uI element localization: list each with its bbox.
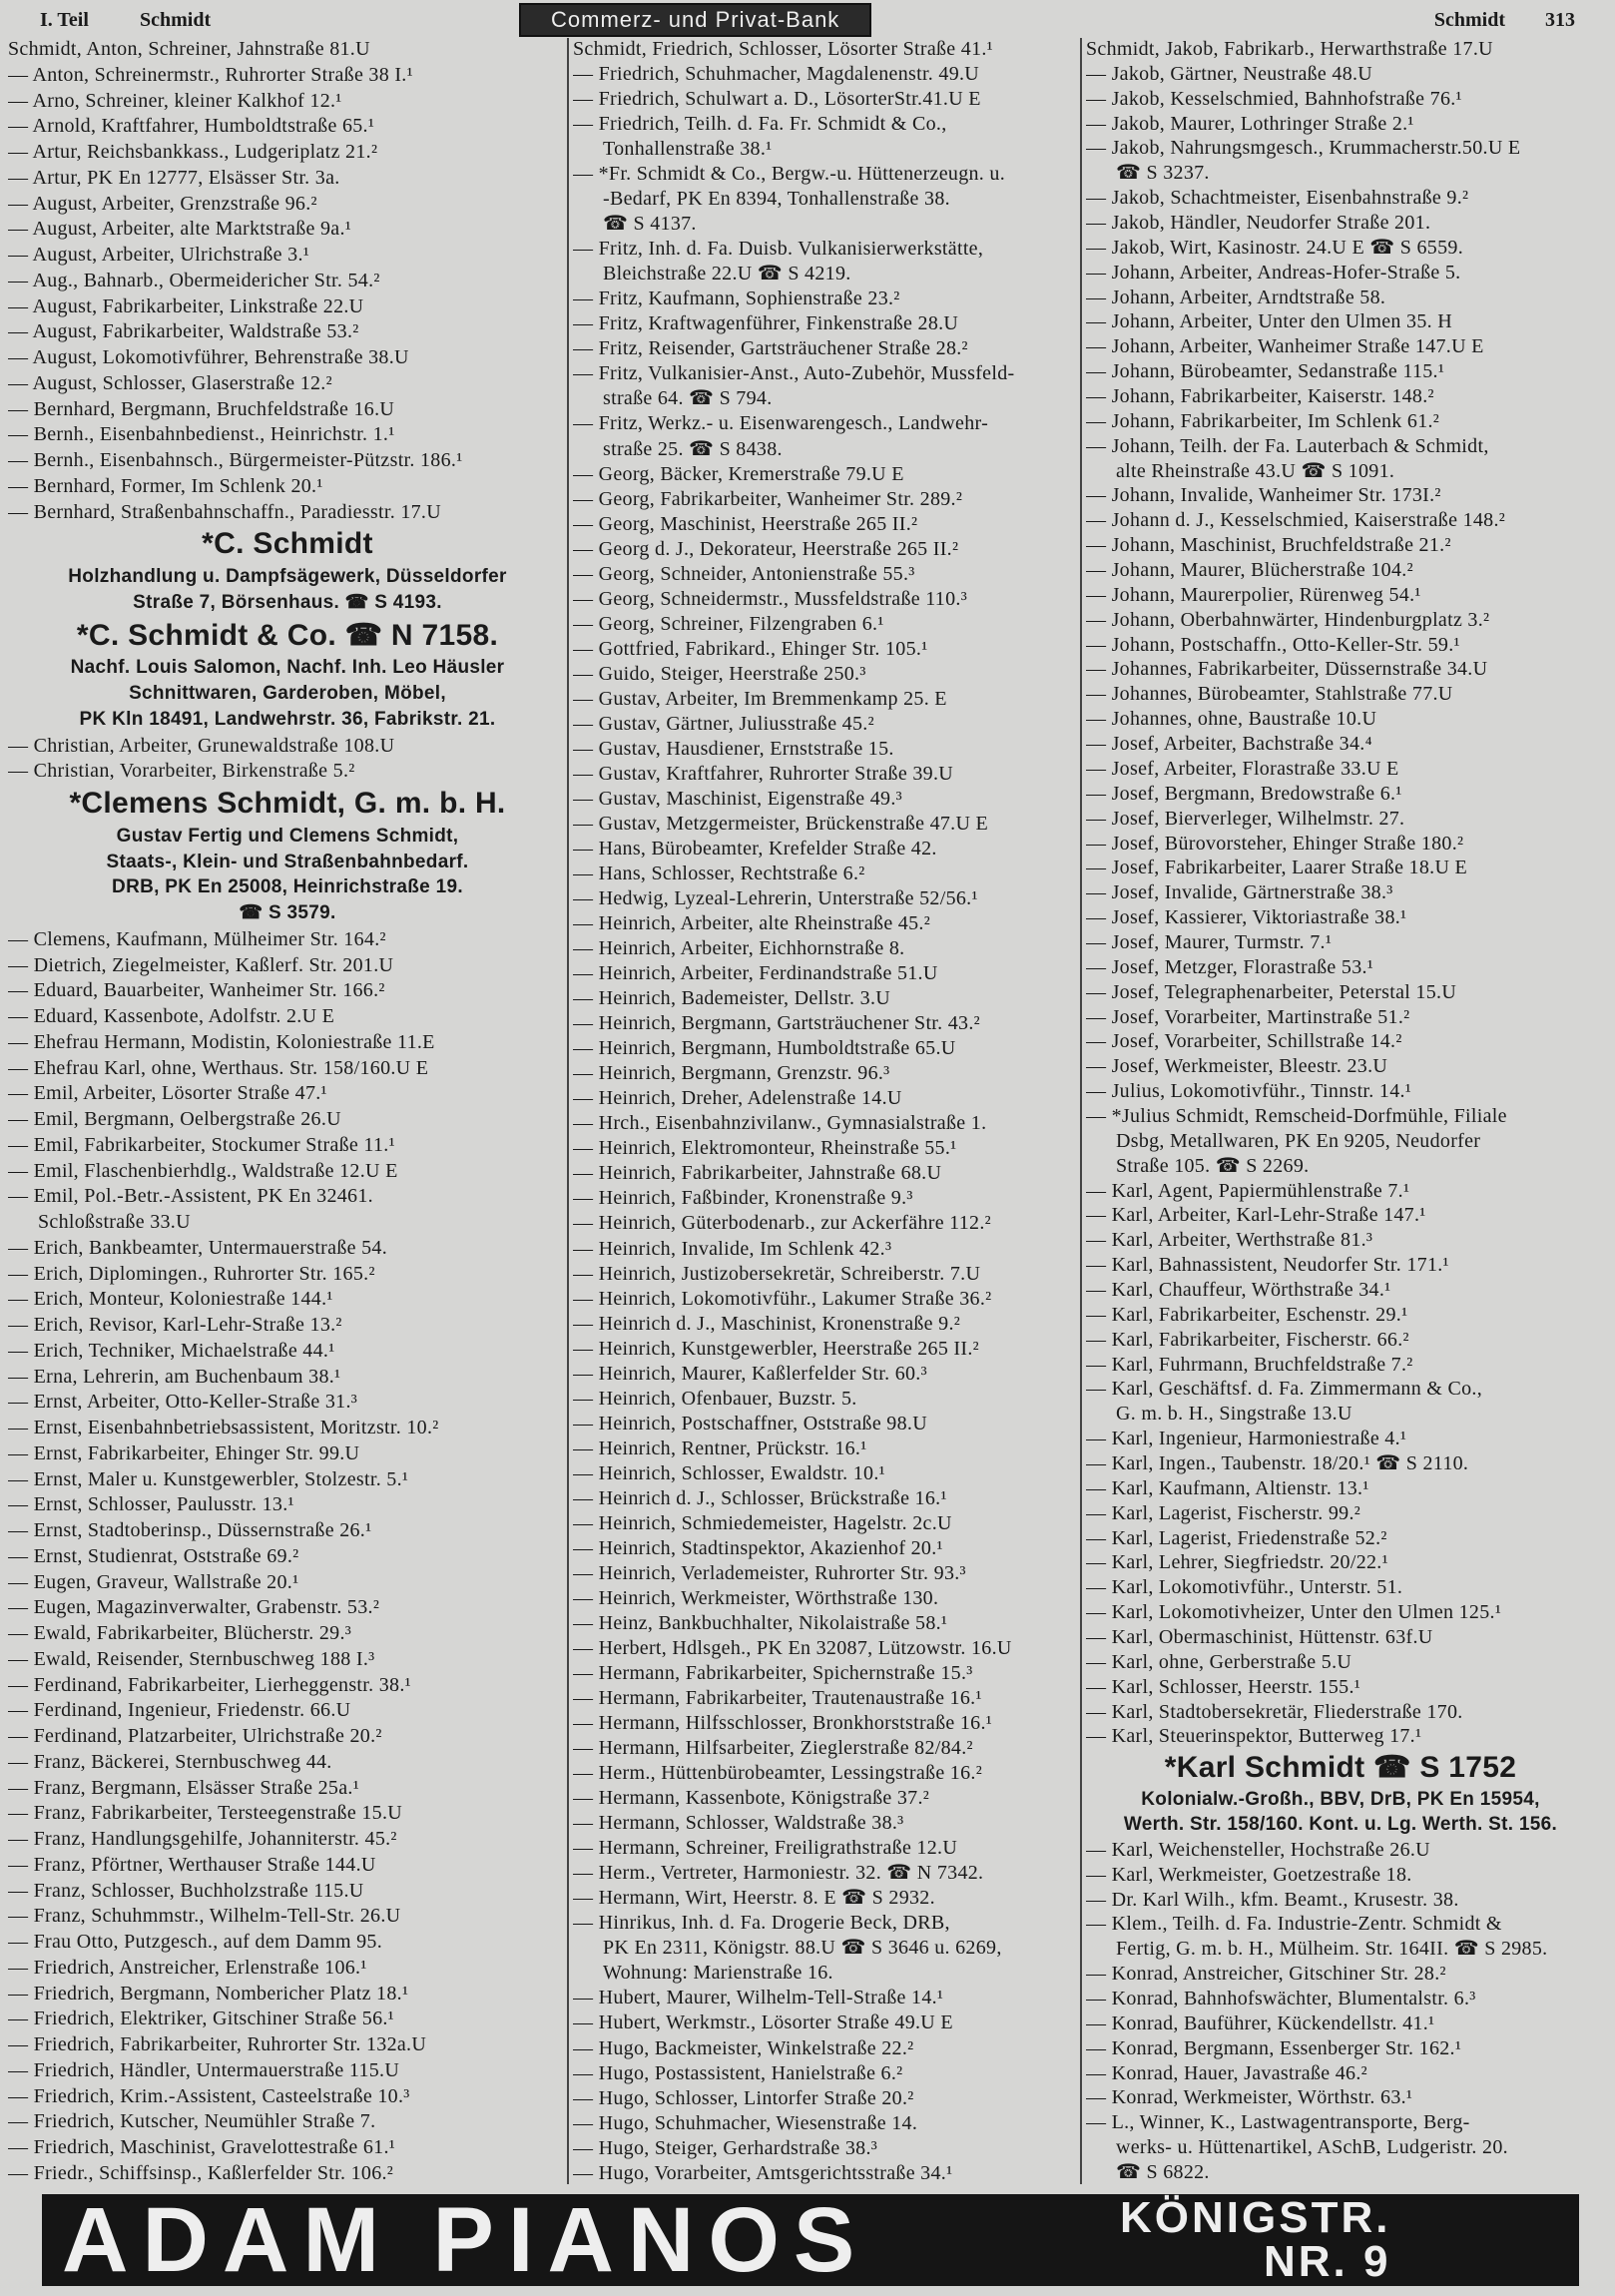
directory-entry: — Karl, Lagerist, Friedenstraße 52.² <box>1086 1526 1387 1549</box>
directory-entry: — Karl, Lehrer, Siegfriedstr. 20/22.¹ <box>1086 1551 1388 1574</box>
entry-heading: *C. Schmidt <box>202 527 373 561</box>
directory-entry: — Karl, Fabrikarbeiter, Fischerstr. 66.² <box>1086 1328 1409 1351</box>
directory-entry: — Josef, Arbeiter, Florastraße 33.U E <box>1086 757 1399 780</box>
directory-entry: — Heinrich, Bergmann, Humboldtstraße 65.U <box>573 1037 956 1060</box>
directory-entry: — Georg, Schreiner, Filzengraben 6.¹ <box>573 612 884 635</box>
directory-entry: — Dr. Karl Wilh., kfm. Beamt., Krusestr. 38. <box>1086 1888 1459 1911</box>
directory-entry: — Hubert, Maurer, Wilhelm-Tell-Straße 14.¹ <box>573 1987 944 2009</box>
running-head-right: Schmidt <box>1433 8 1505 31</box>
directory-entry: — Bernh., Eisenbahnbedienst., Heinrichstr. 1.¹ <box>8 423 395 446</box>
directory-entry: — Konrad, Bergmann, Essenberger Str. 162.¹ <box>1086 2036 1462 2059</box>
directory-entry: — Fritz, Kraftwagenführer, Finkenstraße 28.U <box>573 312 959 335</box>
directory-entry: — Hrch., Eisenbahnzivilanw., Gymnasialstraße 1. <box>573 1112 987 1135</box>
entry-continuation: Wohnung: Marienstraße 16. <box>603 1962 833 1985</box>
directory-entry: — Konrad, Hauer, Javastraße 46.² <box>1086 2061 1367 2084</box>
directory-entry: — Ernst, Studienrat, Oststraße 69.² <box>8 1544 299 1567</box>
directory-entry: — Heinrich, Bergmann, Gartsträuchener Str. 43.² <box>573 1012 980 1035</box>
directory-entry: — Jakob, Gärtner, Neustraße 48.U <box>1086 62 1373 85</box>
directory-entry: — Josef, Arbeiter, Bachstraße 34.⁴ <box>1086 733 1372 756</box>
directory-entry: — Guido, Steiger, Heerstraße 250.³ <box>573 662 866 685</box>
directory-entry: — Karl, Ingen., Taubenstr. 18/20.¹ ☎ S 2110. <box>1086 1451 1469 1474</box>
directory-entry: — Eduard, Kassenbote, Adolfstr. 2.U E <box>8 1005 335 1027</box>
entry-continuation: Nachf. Louis Salomon, Nachf. Inh. Leo Häusler <box>70 657 505 679</box>
entry-continuation: DRB, PK En 25008, Heinrichstraße 19. <box>112 876 463 898</box>
directory-entry: — Hinrikus, Inh. d. Fa. Drogerie Beck, DRB, <box>573 1912 950 1935</box>
directory-entry: — Ernst, Schlosser, Paulusstr. 13.¹ <box>8 1493 294 1516</box>
piano-advertisement <box>42 2189 1579 2291</box>
directory-entry: — Johannes, ohne, Baustraße 10.U <box>1086 708 1377 731</box>
directory-entry: — Heinrich, Bergmann, Grenzstr. 96.³ <box>573 1062 890 1085</box>
directory-entry: — Karl, Werkmeister, Goetzestraße 18. <box>1086 1863 1412 1886</box>
directory-entry: — Hubert, Werkmstr., Lösorter Straße 49.U E <box>573 2011 953 2034</box>
directory-entry: — Artur, PK En 12777, Elsässer Str. 3a. <box>8 166 340 189</box>
directory-entry: — *Fr. Schmidt & Co., Bergw.-u. Hüttenerzeugn. u. <box>573 163 1005 186</box>
directory-entry: — Gustav, Hausdiener, Ernststraße 15. <box>573 737 894 760</box>
directory-entry: — Ferdinand, Platzarbeiter, Ulrichstraße 20.² <box>8 1725 382 1747</box>
directory-entry: — Karl, Chauffeur, Wörthstraße 34.¹ <box>1086 1278 1391 1301</box>
directory-entry: — Jakob, Nahrungsmgesch., Krummacherstr.50.U E <box>1086 137 1521 160</box>
directory-entry: — Jakob, Wirt, Kasinostr. 24.U E ☎ S 6559. <box>1086 236 1463 259</box>
entry-continuation: Fertig, G. m. b. H., Mülheim. Str. 164II. ☎ S 2985. <box>1116 1938 1548 1961</box>
directory-entry: — Johann, Arbeiter, Wanheimer Straße 147.U E <box>1086 335 1484 358</box>
directory-entry: — Christian, Arbeiter, Grunewaldstraße 108.U <box>8 734 395 757</box>
directory-entry: — Erna, Lehrerin, am Buchenbaum 38.¹ <box>8 1365 341 1388</box>
directory-entry: — Ernst, Eisenbahnbetriebsassistent, Moritzstr. 10.² <box>8 1417 439 1438</box>
directory-entry: — Heinrich, Justizobersekretär, Schreiberstr. 7.U <box>573 1262 981 1285</box>
directory-entry: — Jakob, Maurer, Lothringer Straße 2.¹ <box>1086 112 1414 135</box>
directory-entry: — Johann, Maschinist, Bruchfeldstraße 21.² <box>1086 534 1451 557</box>
directory-entry: — Heinz, Bankbuchhalter, Nikolaistraße 58.¹ <box>573 1611 948 1634</box>
directory-entry: — Heinrich, Werkmeister, Wörthstraße 130. <box>573 1586 939 1609</box>
entry-continuation: Schloßstraße 33.U <box>38 1211 191 1233</box>
directory-entry: — Josef, Metzger, Florastraße 53.¹ <box>1086 955 1374 978</box>
directory-entry: — Arno, Schreiner, kleiner Kalkhof 12.¹ <box>8 89 342 112</box>
directory-entry: — Ewald, Reisender, Sternbuschweg 188 I.³ <box>8 1647 375 1670</box>
directory-entry: — August, Arbeiter, Ulrichstraße 3.¹ <box>8 244 310 266</box>
directory-entry: — Eduard, Bauarbeiter, Wanheimer Str. 166.² <box>8 979 385 1002</box>
directory-entry: — Johann, Arbeiter, Arndtstraße 58. <box>1086 286 1386 308</box>
running-head-left: Schmidt <box>140 8 212 31</box>
directory-entry: — Hugo, Vorarbeiter, Amtsgerichtsstraße 34.¹ <box>573 2161 953 2184</box>
entry-heading: *C. Schmidt & Co. ☎ N 7158. <box>76 618 499 652</box>
directory-entry: — Friedrich, Maschinist, Gravelottestraße 61.¹ <box>8 2136 396 2158</box>
entry-continuation: Staats-, Klein- und Straßenbahnbedarf. <box>106 851 469 872</box>
directory-entry: — Dietrich, Ziegelmeister, Kaßlerf. Str. 201.U <box>8 953 394 976</box>
directory-entry: — Josef, Vorarbeiter, Schillstraße 14.² <box>1086 1030 1402 1053</box>
column-3 <box>1080 38 1595 2184</box>
directory-entry: — Friedrich, Schulwart a. D., LösorterStr.41.U E <box>573 88 981 111</box>
directory-entry: — Johannes, Bürobeamter, Stahlstraße 77.U <box>1086 683 1453 706</box>
directory-entry: — Heinrich, Schlosser, Ewaldstr. 10.¹ <box>573 1461 885 1484</box>
directory-entry: — Emil, Pol.-Betr.-Assistent, PK En 32461. <box>8 1185 373 1208</box>
directory-entry: — Heinrich, Arbeiter, Eichhornstraße 8. <box>573 937 905 960</box>
directory-entry: — Fritz, Kaufmann, Sophienstraße 23.² <box>573 287 900 310</box>
entry-continuation: Bleichstraße 22.U ☎ S 4219. <box>603 263 851 286</box>
entry-continuation: Straße 105. ☎ S 2269. <box>1116 1154 1310 1177</box>
directory-entry: — Karl, Schlosser, Heerstr. 155.¹ <box>1086 1675 1361 1698</box>
directory-entry: — Heinrich, Bademeister, Dellstr. 3.U <box>573 987 891 1010</box>
directory-entry: — Erich, Techniker, Michaelstraße 44.¹ <box>8 1339 335 1362</box>
directory-entry: — Ehefrau Karl, ohne, Werthaus. Str. 158/160.U E <box>8 1056 429 1079</box>
directory-entry: — Karl, Arbeiter, Karl-Lehr-Straße 147.¹ <box>1086 1204 1426 1227</box>
directory-entry: — Hermann, Kassenbote, Königstraße 37.² <box>573 1787 930 1810</box>
entry-continuation: Gustav Fertig und Clemens Schmidt, <box>116 825 459 847</box>
directory-entry: — Ferdinand, Fabrikarbeiter, Lierheggenstr. 38.¹ <box>8 1673 411 1696</box>
directory-entry: — Heinrich, Arbeiter, alte Rheinstraße 45.² <box>573 912 930 935</box>
directory-entry: — Emil, Bergmann, Oelbergstraße 26.U <box>8 1108 341 1130</box>
entry-continuation: straße 25. ☎ S 8438. <box>603 437 783 460</box>
entry-continuation: straße 64. ☎ S 794. <box>603 387 773 410</box>
directory-entry: — Franz, Pförtner, Werthauser Straße 144.U <box>8 1853 376 1876</box>
directory-entry: — Gustav, Gärtner, Juliusstraße 45.² <box>573 712 874 735</box>
directory-entry: — Friedrich, Elektriker, Gitschiner Straße 56.¹ <box>8 2008 394 2030</box>
directory-entry: — L., Winner, K., Lastwagentransporte, Berg- <box>1086 2111 1470 2134</box>
directory-entry: — Herm., Vertreter, Harmoniestr. 32. ☎ N 7342. <box>573 1862 984 1885</box>
directory-entry: — Konrad, Bauführer, Kückendellstr. 41.¹ <box>1086 2011 1435 2034</box>
directory-entry: — Hugo, Schlosser, Lintorfer Straße 20.² <box>573 2086 914 2109</box>
directory-entry: — Christian, Vorarbeiter, Birkenstraße 5.² <box>8 760 355 783</box>
entry-continuation: PK Kln 18491, Landwehrstr. 36, Fabrikstr. 21. <box>79 708 496 730</box>
directory-entry: — Hedwig, Lyzeal-Lehrerin, Unterstraße 52/56.¹ <box>573 887 978 910</box>
directory-entry: — Konrad, Werkmeister, Wörthstr. 63.¹ <box>1086 2086 1413 2109</box>
entry-continuation: ☎ S 3579. <box>239 902 336 923</box>
entry-continuation: Schnittwaren, Garderoben, Möbel, <box>129 683 446 704</box>
directory-entry: — Clemens, Kaufmann, Mülheimer Str. 164.² <box>8 927 386 950</box>
directory-entry: — Johannes, Fabrikarbeiter, Düssernstraße 34.U <box>1086 658 1488 681</box>
directory-entry: — Gottfried, Fabrikard., Ehinger Str. 105.¹ <box>573 637 928 660</box>
directory-entry: — Emil, Fabrikarbeiter, Stockumer Straße 11.¹ <box>8 1133 395 1156</box>
directory-entry: — Klem., Teilh. d. Fa. Industrie-Zentr. Schmidt & <box>1086 1913 1502 1936</box>
directory-entry: — Heinrich, Faßbinder, Kronenstraße 9.³ <box>573 1187 913 1210</box>
directory-entry: — Aug., Bahnarb., Obermeidericher Str. 54.² <box>8 269 380 291</box>
directory-entry: — August, Arbeiter, alte Marktstraße 9a.¹ <box>8 218 352 241</box>
directory-entry: — Georg, Bäcker, Kremerstraße 79.U E <box>573 462 904 485</box>
directory-entry: — Hermann, Fabrikarbeiter, Spichernstraße 15.³ <box>573 1662 973 1685</box>
directory-entry: — Josef, Fabrikarbeiter, Laarer Straße 18.U E <box>1086 857 1468 879</box>
directory-entry: — Herbert, Hdlsgeh., PK En 32087, Lützowstr. 16.U <box>573 1637 1012 1659</box>
directory-entry: — Georg, Schneidermstr., Mussfeldstraße 110.³ <box>573 587 967 610</box>
directory-entry: — August, Arbeiter, Grenzstraße 96.² <box>8 192 317 215</box>
directory-entry: — Karl, Steuerinspektor, Butterweg 17.¹ <box>1086 1725 1422 1748</box>
directory-entry: — Artur, Reichsbankkass., Ludgeriplatz 21.² <box>8 141 378 163</box>
directory-entry: — Heinrich, Kunstgewerbler, Heerstraße 265 II.² <box>573 1337 979 1360</box>
directory-entry: — Emil, Arbeiter, Lösorter Straße 47.¹ <box>8 1082 327 1105</box>
directory-entry: — Franz, Schlosser, Buchholzstraße 115.U <box>8 1879 364 1902</box>
directory-entry: — Herm., Hüttenbürobeamter, Lessingstraße 16.² <box>573 1762 983 1785</box>
column-1 <box>8 38 567 2184</box>
directory-entry: — *Julius Schmidt, Remscheid-Dorfmühle, Filiale <box>1086 1104 1507 1127</box>
directory-entry: — Julius, Lokomotivführ., Tinnstr. 14.¹ <box>1086 1080 1412 1103</box>
directory-entry: — Anton, Schreinermstr., Ruhrorter Straße 38 I.¹ <box>8 63 413 86</box>
entry-continuation: ☎ S 6822. <box>1116 2161 1210 2184</box>
directory-entry: — Ernst, Maler u. Kunstgewerbler, Stolzestr. 5.¹ <box>8 1467 409 1490</box>
page-number: 313 <box>1545 8 1575 31</box>
directory-entry: — Bernhard, Bergmann, Bruchfeldstraße 16.U <box>8 397 395 420</box>
directory-entry: — Johann, Fabrikarbeiter, Im Schlenk 61.² <box>1086 409 1440 432</box>
directory-entry: — Ernst, Stadtoberinsp., Düssernstraße 26.¹ <box>8 1519 372 1541</box>
directory-entry: — Konrad, Bahnhofswächter, Blumentalstr. 6.³ <box>1086 1988 1476 2010</box>
directory-entry: — Gustav, Maschinist, Eigenstraße 49.³ <box>573 787 902 810</box>
directory-entry: — Friedrich, Bergmann, Nombericher Platz 18.¹ <box>8 1982 409 2005</box>
page-header <box>40 4 1575 36</box>
directory-entry: — Heinrich, Invalide, Im Schlenk 42.³ <box>573 1237 892 1260</box>
directory-entry: — Hermann, Hilfsarbeiter, Zieglerstraße 82/84.² <box>573 1737 973 1760</box>
directory-entry: — Fritz, Inh. d. Fa. Duisb. Vulkanisierwerkstätte, <box>573 238 984 261</box>
directory-entry: — Heinrich, Schmiedemeister, Hagelstr. 2c.U <box>573 1511 952 1534</box>
directory-entry: — Heinrich, Lokomotivführ., Lakumer Straße 36.² <box>573 1287 992 1310</box>
directory-entry: — Friedr., Schiffsinsp., Kaßlerfelder Str. 106.² <box>8 2161 394 2184</box>
banner-title: ADAM PIANOS <box>62 2189 869 2291</box>
directory-entry: — Karl, Agent, Papiermühlenstraße 7.¹ <box>1086 1179 1410 1202</box>
directory-entry: Schmidt, Jakob, Fabrikarb., Herwarthstraße 17.U <box>1086 38 1493 60</box>
directory-entry: — Karl, Lagerist, Fischerstr. 99.² <box>1086 1501 1361 1524</box>
directory-entry: — Karl, Obermaschinist, Hüttenstr. 63f.U <box>1086 1626 1433 1648</box>
directory-entry: — Karl, Lokomotivführ., Unterstr. 51. <box>1086 1576 1403 1599</box>
entry-continuation: Straße 7, Börsenhaus. ☎ S 4193. <box>133 591 442 613</box>
directory-entry: — Karl, Stadtobersekretär, Fliederstraße 170. <box>1086 1700 1463 1723</box>
entry-continuation: alte Rheinstraße 43.U ☎ S 1091. <box>1116 459 1395 482</box>
directory-entry: — Georg d. J., Dekorateur, Heerstraße 265 II.² <box>573 537 959 560</box>
directory-entry: — Hermann, Schreiner, Freiligrathstraße 12.U <box>573 1837 958 1860</box>
directory-entry: — Friedrich, Kutscher, Neumühler Straße 7. <box>8 2110 376 2133</box>
directory-entry: — Franz, Bergmann, Elsässer Straße 25a.¹ <box>8 1776 359 1799</box>
directory-entry: — August, Fabrikarbeiter, Linkstraße 22.U <box>8 294 364 317</box>
directory-entry: — Jakob, Schachtmeister, Eisenbahnstraße 9.² <box>1086 187 1469 210</box>
directory-entry: — Hermann, Wirt, Heerstr. 8. E ☎ S 2932. <box>573 1887 935 1910</box>
directory-entry: — Hugo, Schuhmacher, Wiesenstraße 14. <box>573 2111 918 2134</box>
directory-entry: — Hermann, Schlosser, Waldstraße 38.³ <box>573 1812 904 1835</box>
directory-entry: — Gustav, Metzgermeister, Brückenstraße 47.U E <box>573 812 989 835</box>
directory-entry: — Gustav, Arbeiter, Im Bremmenkamp 25. E <box>573 687 947 710</box>
directory-entry: — Friedrich, Anstreicher, Erlenstraße 106.¹ <box>8 1956 367 1979</box>
directory-entry: — Johann, Oberbahnwärter, Hindenburgplatz 3.² <box>1086 608 1490 631</box>
directory-entry: — Heinrich, Maurer, Kaßlerfelder Str. 60.³ <box>573 1362 927 1385</box>
directory-entry: — Erich, Revisor, Karl-Lehr-Straße 13.² <box>8 1314 342 1336</box>
directory-entry: — Franz, Schuhmmstr., Wilhelm-Tell-Str. 26.U <box>8 1905 401 1928</box>
directory-entry: — Johann, Arbeiter, Andreas-Hofer-Straße 5. <box>1086 261 1461 284</box>
directory-entry: — Georg, Fabrikarbeiter, Wanheimer Str. 289.² <box>573 487 963 510</box>
directory-entry: — Heinrich, Elektromonteur, Rheinstraße 55.¹ <box>573 1137 957 1160</box>
directory-entry: — Johann, Fabrikarbeiter, Kaiserstr. 148.² <box>1086 385 1434 408</box>
directory-entry: Schmidt, Friedrich, Schlosser, Lösorter Straße 41.¹ <box>573 38 993 60</box>
directory-entry: — Heinrich, Rentner, Prückstr. 16.¹ <box>573 1436 867 1459</box>
directory-entry: — Karl, ohne, Gerberstraße 5.U <box>1086 1650 1352 1673</box>
directory-entry: — Karl, Geschäftsf. d. Fa. Zimmermann & Co., <box>1086 1378 1483 1401</box>
directory-entry: — Karl, Arbeiter, Werthstraße 81.³ <box>1086 1229 1373 1252</box>
directory-entry: — Johann d. J., Kesselschmied, Kaiserstraße 148.² <box>1086 509 1506 532</box>
directory-entry: — Karl, Bahnassistent, Neudorfer Str. 171.¹ <box>1086 1254 1449 1277</box>
entry-continuation: Dsbg, Metallwaren, PK En 9205, Neudorfer <box>1116 1129 1481 1152</box>
directory-entry: — Josef, Werkmeister, Bleestr. 23.U <box>1086 1055 1388 1078</box>
directory-entry: — Hans, Schlosser, Rechtstraße 6.² <box>573 862 865 885</box>
directory-entry: — Josef, Invalide, Gärtnerstraße 38.³ <box>1086 881 1393 904</box>
directory-entry: — Hermann, Hilfsschlosser, Bronkhorststraße 16.¹ <box>573 1712 993 1735</box>
directory-entry: — Friedrich, Krim.-Assistent, Casteelstraße 10.³ <box>8 2084 410 2107</box>
directory-entry: — Karl, Ingenieur, Harmoniestraße 4.¹ <box>1086 1428 1407 1450</box>
directory-entry: — Josef, Bierverleger, Wilhelmstr. 27. <box>1086 807 1405 830</box>
directory-entry: — Karl, Kaufmann, Altienstr. 13.¹ <box>1086 1476 1369 1499</box>
directory-entry: — Johann, Arbeiter, Unter den Ulmen 35. H <box>1086 310 1452 333</box>
directory-entry: — Heinrich, Postschaffner, Oststraße 98.U <box>573 1412 927 1435</box>
directory-entry: — Frau Otto, Putzgesch., auf dem Damm 95. <box>8 1931 383 1953</box>
directory-entry: — Gustav, Kraftfahrer, Ruhrorter Straße 39.U <box>573 762 953 785</box>
directory-entry: — Heinrich, Arbeiter, Ferdinandstraße 51.U <box>573 962 938 985</box>
directory-entry: — Josef, Kassierer, Viktoriastraße 38.¹ <box>1086 906 1407 929</box>
directory-entry: — Ernst, Fabrikarbeiter, Ehinger Str. 99.U <box>8 1441 360 1464</box>
directory-entry: — Johann, Bürobeamter, Sedanstraße 115.¹ <box>1086 360 1445 383</box>
directory-entry: — Heinrich, Verlademeister, Ruhrorter Str. 93.³ <box>573 1561 966 1584</box>
directory-entry: — Karl, Fuhrmann, Bruchfeldstraße 7.² <box>1086 1353 1413 1376</box>
directory-entry: — Heinrich, Dreher, Adelenstraße 14.U <box>573 1087 902 1110</box>
directory-entry: — Georg, Maschinist, Heerstraße 265 II.² <box>573 512 918 535</box>
entry-heading: *Karl Schmidt ☎ S 1752 <box>1164 1751 1517 1785</box>
directory-entry: — Erich, Monteur, Koloniestraße 144.¹ <box>8 1288 333 1311</box>
directory-entry: — Johann, Maurer, Blücherstraße 104.² <box>1086 559 1413 582</box>
directory-entry: — Karl, Weichensteller, Hochstraße 26.U <box>1086 1838 1430 1861</box>
directory-entry: — Johann, Maurerpolier, Rürenweg 54.¹ <box>1086 583 1421 606</box>
directory-entry: — Friedrich, Teilh. d. Fa. Fr. Schmidt & Co., <box>573 113 947 136</box>
directory-entry: — Johann, Postschaffn., Otto-Keller-Str. 59.¹ <box>1086 633 1460 656</box>
directory-entry: — August, Schlosser, Glaserstraße 12.² <box>8 371 332 394</box>
directory-entry: — Fritz, Werkz.- u. Eisenwarengesch., Landwehr- <box>573 412 989 435</box>
directory-entry: — Jakob, Kesselschmied, Bahnhofstraße 76.¹ <box>1086 87 1462 110</box>
entry-continuation: -Bedarf, PK En 8394, Tonhallenstraße 38. <box>603 188 950 211</box>
directory-entry: — Heinrich d. J., Schlosser, Brückstraße 16.¹ <box>573 1486 947 1509</box>
directory-entry: — Johann, Invalide, Wanheimer Str. 173I.² <box>1086 484 1441 507</box>
directory-entry: — Friedrich, Schuhmacher, Magdalenenstr. 49.U <box>573 63 980 86</box>
directory-entry: — Friedrich, Händler, Untermauerstraße 115.U <box>8 2058 400 2081</box>
directory-entry: — Heinrich, Fabrikarbeiter, Jahnstraße 68.U <box>573 1162 942 1185</box>
directory-entry: — Fritz, Vulkanisier-Anst., Auto-Zubehör, Mussfeld- <box>573 362 1015 385</box>
banner-number: NR. 9 <box>1263 2237 1391 2286</box>
entry-continuation: werks- u. Hüttenartikel, ASchB, Ludgeristr. 20. <box>1116 2136 1508 2159</box>
directory-entry: — Heinrich, Güterbodenarb., zur Ackerfähre 112.² <box>573 1212 991 1235</box>
directory-entry: — Hugo, Steiger, Gerhardstraße 38.³ <box>573 2136 878 2159</box>
directory-entry: — Josef, Bürovorsteher, Ehinger Straße 180.² <box>1086 832 1464 855</box>
directory-entry: — Emil, Flaschenbierhdlg., Waldstraße 12.U E <box>8 1159 398 1182</box>
entry-continuation: Holzhandlung u. Dampfsägewerk, Düsseldorfer <box>68 566 507 587</box>
directory-entry: — Arnold, Kraftfahrer, Humboldtstraße 65.¹ <box>8 115 375 138</box>
directory-entry: — Hans, Bürobeamter, Krefelder Straße 42. <box>573 838 937 860</box>
entry-continuation: G. m. b. H., Singstraße 13.U <box>1116 1403 1352 1426</box>
entry-continuation: Werth. Str. 158/160. Kont. u. Lg. Werth. St. 156. <box>1123 1814 1558 1836</box>
directory-entry: — Friedrich, Fabrikarbeiter, Ruhrorter Str. 132a.U <box>8 2033 427 2055</box>
directory-entry: — Bernhard, Former, Im Schlenk 20.¹ <box>8 474 323 497</box>
directory-entry: — Heinrich, Ofenbauer, Buzstr. 5. <box>573 1387 857 1410</box>
directory-entry: — Ernst, Arbeiter, Otto-Keller-Straße 31.³ <box>8 1391 358 1414</box>
entry-continuation: Tonhallenstraße 38.¹ <box>603 138 773 161</box>
directory-entry: — Karl, Lokomotivheizer, Unter den Ulmen 125.¹ <box>1086 1601 1502 1624</box>
entry-continuation: ☎ S 4137. <box>603 213 697 236</box>
directory-entry: — Josef, Maurer, Turmstr. 7.¹ <box>1086 930 1333 953</box>
directory-entry: — Karl, Fabrikarbeiter, Eschenstr. 29.¹ <box>1086 1303 1408 1326</box>
entry-continuation: ☎ S 3237. <box>1116 162 1210 185</box>
directory-entry: — Hermann, Fabrikarbeiter, Trautenaustraße 16.¹ <box>573 1687 982 1710</box>
directory-entry: — Erich, Diplomingen., Ruhrorter Str. 165.² <box>8 1262 375 1285</box>
directory-entry: — Franz, Handlungsgehilfe, Johanniterstr. 45.² <box>8 1828 397 1850</box>
directory-entry: — Ehefrau Hermann, Modistin, Koloniestraße 11.E <box>8 1030 435 1053</box>
directory-entry: — Ewald, Fabrikarbeiter, Blücherstr. 29.³ <box>8 1622 352 1644</box>
directory-entry: — Heinrich, Stadtinspektor, Akazienhof 20.¹ <box>573 1536 943 1559</box>
directory-entry: — Franz, Bäckerei, Sternbuschweg 44. <box>8 1750 332 1773</box>
entry-heading: *Clemens Schmidt, G. m. b. H. <box>69 787 506 820</box>
entry-continuation: PK En 2311, Königstr. 88.U ☎ S 3646 u. 6269, <box>603 1937 1002 1960</box>
directory-entry: — Konrad, Anstreicher, Gitschiner Str. 28.² <box>1086 1963 1446 1986</box>
bank-advert-header: Commerz- und Privat-Bank <box>519 3 871 37</box>
directory-entry: — Johann, Teilh. der Fa. Lauterbach & Schmidt, <box>1086 434 1489 457</box>
directory-entry: Schmidt, Anton, Schreiner, Jahnstraße 81.U <box>8 38 370 60</box>
directory-entry: — Franz, Fabrikarbeiter, Tersteegenstraße 15.U <box>8 1802 402 1825</box>
directory-entry: — Erich, Bankbeamter, Untermauerstraße 54. <box>8 1236 387 1259</box>
directory-entry: — Georg, Schneider, Antonienstraße 55.³ <box>573 562 915 585</box>
directory-entry: — Fritz, Reisender, Gartsträuchener Straße 28.² <box>573 337 968 360</box>
banner-address <box>1120 2193 1391 2286</box>
banner-street: KÖNIGSTR. <box>1120 2193 1391 2242</box>
directory-entry: — Ferdinand, Ingenieur, Friedenstr. 66.U <box>8 1699 351 1722</box>
directory-entry: — Eugen, Magazinverwalter, Grabenstr. 53.² <box>8 1596 380 1619</box>
directory-entry: — Hugo, Backmeister, Winkelstraße 22.² <box>573 2036 914 2059</box>
directory-entry: — Josef, Bergmann, Bredowstraße 6.¹ <box>1086 782 1402 805</box>
directory-entry: — August, Fabrikarbeiter, Waldstraße 53.² <box>8 320 359 343</box>
directory-entry: — August, Lokomotivführer, Behrenstraße 38.U <box>8 346 409 368</box>
directory-entry: — Bernh., Eisenbahnsch., Bürgermeister-Pützstr. 186.¹ <box>8 449 463 471</box>
entry-continuation: Kolonialw.-Großh., BBV, DrB, PK En 15954, <box>1141 1789 1540 1811</box>
column-2 <box>567 38 1082 2184</box>
directory-entry: — Hugo, Postassistent, Hanielstraße 6.² <box>573 2061 903 2084</box>
directory-entry: — Eugen, Graveur, Wallstraße 20.¹ <box>8 1570 299 1593</box>
directory-entry: — Josef, Vorarbeiter, Martinstraße 51.² <box>1086 1005 1410 1028</box>
directory-entry: — Heinrich d. J., Maschinist, Kronenstraße 9.² <box>573 1312 961 1335</box>
directory-entry: — Bernhard, Straßenbahnschaffn., Paradiesstr. 17.U <box>8 500 441 523</box>
directory-entry: — Josef, Telegraphenarbeiter, Peterstal 15.U <box>1086 980 1457 1003</box>
part-label: I. Teil <box>40 8 89 31</box>
directory-entry: — Jakob, Händler, Neudorfer Straße 201. <box>1086 212 1431 235</box>
